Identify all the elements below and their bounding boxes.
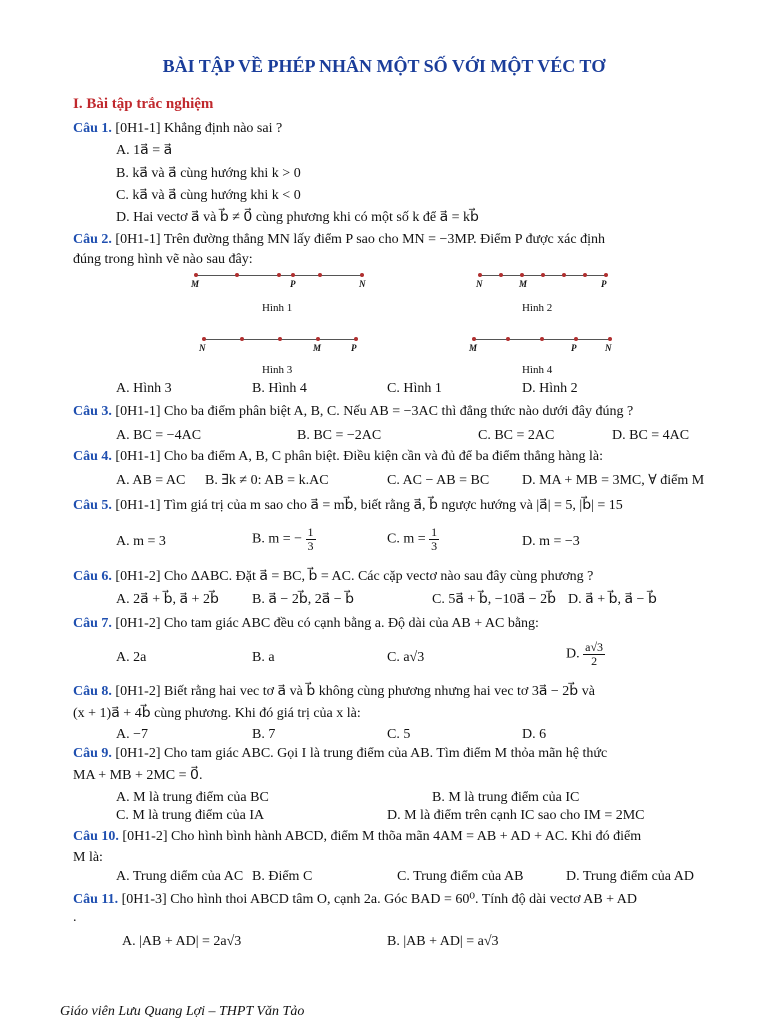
point-n — [202, 337, 206, 341]
question-2-text-cont: đúng trong hình vẽ nào sau đây: — [73, 252, 253, 267]
question-text: [0H1-1] Tìm giá trị của m sao cho a⃗ = mb⃗, biết rằng a⃗, b⃗ ngược hướng và |a⃗| = 5, |b⃗| = 15 — [115, 498, 623, 513]
point — [506, 337, 510, 341]
option-9a: A. M là trung điểm của BC — [116, 790, 269, 805]
option-4c: C. AC − AB = BC — [387, 473, 490, 488]
question-text: [0H1-2] Cho tam giác ABC đều có cạnh bằng a. Độ dài của AB + AC bằng: — [115, 616, 539, 631]
question-label: Câu 6. — [73, 569, 112, 584]
point — [540, 337, 544, 341]
numerator: a√3 — [585, 640, 604, 654]
label-n: N — [359, 279, 366, 289]
option-9b: B. M là trung điểm của IC — [432, 790, 580, 805]
figure-2-caption: Hình 2 — [522, 302, 553, 314]
point — [278, 337, 282, 341]
option-1d: D. Hai vectơ a⃗ và b⃗ ≠ 0⃗ cùng phương khi có một số k để a⃗ = kb⃗ — [116, 210, 479, 225]
question-6 — [73, 569, 593, 585]
point — [562, 273, 566, 277]
point — [499, 273, 503, 277]
denominator: 2 — [591, 654, 598, 668]
question-label: Câu 9. — [73, 746, 112, 761]
option-3a: A. BC = −4AC — [116, 428, 202, 443]
point-n — [360, 273, 364, 277]
option-5b — [252, 526, 316, 553]
option-3b: B. BC = −2AC — [297, 428, 382, 443]
point-n — [478, 273, 482, 277]
section-heading: I. Bài tập trắc nghiệm — [73, 96, 214, 112]
point — [235, 273, 239, 277]
option-10d: D. Trung điểm của AD — [566, 869, 694, 884]
label-n: N — [476, 279, 483, 289]
point — [240, 337, 244, 341]
question-text: [0H1-1] Cho ba điểm A, B, C phân biệt. Điều kiện cần và đủ để ba điểm thẳng hàng là: — [115, 449, 603, 464]
question-label: Câu 8. — [73, 684, 112, 699]
question-text: [0H1-2] Cho hình bình hành ABCD, điểm M thõa mãn 4AM = AB + AD + AC. Khi đó điểm — [122, 829, 642, 844]
question-3 — [73, 404, 633, 420]
label-n: N — [605, 343, 612, 353]
question-8-text-cont: (x + 1)a⃗ + 4b⃗ cùng phương. Khi đó giá trị của x là: — [73, 706, 361, 721]
point — [277, 273, 281, 277]
question-label: Câu 2. — [73, 232, 112, 247]
point-n — [608, 337, 612, 341]
figure-3-caption: Hình 3 — [262, 364, 293, 376]
question-label: Câu 7. — [73, 616, 112, 631]
option-1a: A. 1a⃗ = a⃗ — [116, 143, 173, 158]
question-8 — [73, 684, 595, 700]
fraction — [583, 641, 605, 668]
question-label: Câu 1. — [73, 121, 112, 136]
option-10a: A. Trung diểm của AC — [116, 869, 244, 884]
option-8a: A. −7 — [116, 727, 149, 742]
label-p: P — [601, 279, 607, 289]
option-4b: B. ∃k ≠ 0: AB = k.AC — [205, 473, 329, 488]
question-11-dot: . — [73, 910, 77, 925]
option-11b: B. |AB + AD| = a√3 — [387, 934, 499, 949]
option-7d — [566, 641, 605, 668]
option-7b: B. a — [252, 650, 275, 665]
numerator: 1 — [431, 525, 438, 539]
page-footer: Giáo viên Lưu Quang Lợi – THPT Văn Tảo — [60, 1004, 305, 1019]
point-p — [604, 273, 608, 277]
point-m — [316, 337, 320, 341]
question-label: Câu 5. — [73, 498, 112, 513]
question-label: Câu 11. — [73, 892, 119, 907]
question-text: [0H1-2] Biết rằng hai vec tơ a⃗ và b⃗ không cùng phương nhưng hai vec tơ 3a⃗ − 2b⃗ và — [115, 684, 595, 699]
option-1b: B. ka⃗ và a⃗ cùng hướng khi k > 0 — [116, 166, 301, 181]
label-m: M — [191, 279, 200, 289]
question-4 — [73, 449, 603, 465]
fraction — [306, 526, 316, 553]
option-4a: A. AB = AC — [116, 473, 186, 488]
option-6c: C. 5a⃗ + b⃗, −10a⃗ − 2b⃗ — [432, 592, 556, 607]
page-title: BÀI TẬP VỀ PHÉP NHÂN MỘT SỐ VỚI MỘT VÉC TƠ — [162, 56, 606, 76]
question-2 — [73, 232, 605, 248]
option-7c: C. a√3 — [387, 650, 425, 665]
question-10-text-cont: M là: — [73, 850, 103, 865]
option-prefix: B. m = − — [252, 531, 303, 547]
question-text: [0H1-1] Trên đường thẳng MN lấy điểm P sao cho MN = −3MP. Điểm P được xác định — [115, 232, 606, 247]
question-10 — [73, 829, 641, 845]
option-3c: C. BC = 2AC — [478, 428, 555, 443]
option-8b: B. 7 — [252, 727, 276, 742]
denominator: 3 — [307, 539, 314, 553]
question-label: Câu 3. — [73, 404, 112, 419]
label-n: N — [199, 343, 206, 353]
point — [583, 273, 587, 277]
option-2c: C. Hình 1 — [387, 381, 442, 396]
question-9 — [73, 746, 607, 762]
figure-1-caption: Hình 1 — [262, 302, 293, 314]
label-m: M — [469, 343, 478, 353]
question-9-text-cont: MA + MB + 2MC = 0⃗. — [73, 768, 203, 783]
question-label: Câu 10. — [73, 829, 119, 844]
option-2a: A. Hình 3 — [116, 381, 172, 396]
question-label: Câu 4. — [73, 449, 112, 464]
figure-4-caption: Hình 4 — [522, 364, 553, 376]
question-text: [0H1-1] Cho ba điểm phân biệt A, B, C. Nếu AB = −3AC thì đẳng thức nào dưới đây đúng ? — [115, 404, 634, 419]
question-5 — [73, 498, 623, 514]
option-10b: B. Điểm C — [252, 869, 313, 884]
question-1 — [73, 121, 282, 137]
option-7a: A. 2a — [116, 650, 147, 665]
option-10c: C. Trung điểm của AB — [397, 869, 524, 884]
option-6d: D. a⃗ + b⃗, a⃗ − b⃗ — [568, 592, 657, 607]
option-1c: C. ka⃗ và a⃗ cùng hướng khi k < 0 — [116, 188, 301, 203]
option-9c: C. M là trung điểm của IA — [116, 808, 265, 823]
point-m — [472, 337, 476, 341]
question-11 — [73, 892, 637, 908]
option-6a: A. 2a⃗ + b⃗, a⃗ + 2b⃗ — [116, 592, 219, 607]
point-p — [354, 337, 358, 341]
option-5c — [387, 526, 439, 553]
fraction — [429, 526, 439, 553]
option-8d: D. 6 — [522, 727, 547, 742]
point-m — [520, 273, 524, 277]
option-6b: B. a⃗ − 2b⃗, 2a⃗ − b⃗ — [252, 592, 355, 607]
denominator: 3 — [431, 539, 438, 553]
question-text: [0H1-1] Khẳng định nào sai ? — [115, 121, 283, 136]
option-11a: A. |AB + AD| = 2a√3 — [122, 934, 242, 949]
label-p: P — [571, 343, 577, 353]
option-3d: D. BC = 4AC — [612, 428, 690, 443]
option-9d: D. M là điểm trên cạnh IC sao cho IM = 2MC — [387, 808, 645, 823]
option-8c: C. 5 — [387, 727, 411, 742]
option-prefix: D. — [566, 646, 580, 662]
label-m: M — [519, 279, 528, 289]
option-prefix: C. m = — [387, 531, 426, 547]
numerator: 1 — [307, 525, 314, 539]
point — [318, 273, 322, 277]
option-5d: D. m = −3 — [522, 534, 580, 549]
option-4d: D. MA + MB = 3MC, ∀ điểm M — [522, 473, 705, 488]
point-p — [291, 273, 295, 277]
option-5a: A. m = 3 — [116, 534, 166, 549]
point-p — [574, 337, 578, 341]
point-m — [194, 273, 198, 277]
label-m: M — [313, 343, 322, 353]
option-2d: D. Hình 2 — [522, 381, 578, 396]
label-p: P — [290, 279, 296, 289]
question-text: [0H1-2] Cho ΔABC. Đặt a⃗ = BC, b⃗ = AC. Các cặp vectơ nào sau đây cùng phương ? — [115, 569, 594, 584]
question-7 — [73, 616, 539, 632]
question-text: [0H1-3] Cho hình thoi ABCD tâm O, cạnh 2a. Góc BAD = 60⁰. Tính độ dài vectơ AB + AD — [121, 892, 638, 907]
label-p: P — [351, 343, 357, 353]
question-text: [0H1-2] Cho tam giác ABC. Gọi I là trung điểm của AB. Tìm điểm M thỏa mãn hệ thức — [115, 746, 608, 761]
option-2b: B. Hình 4 — [252, 381, 307, 396]
point — [541, 273, 545, 277]
